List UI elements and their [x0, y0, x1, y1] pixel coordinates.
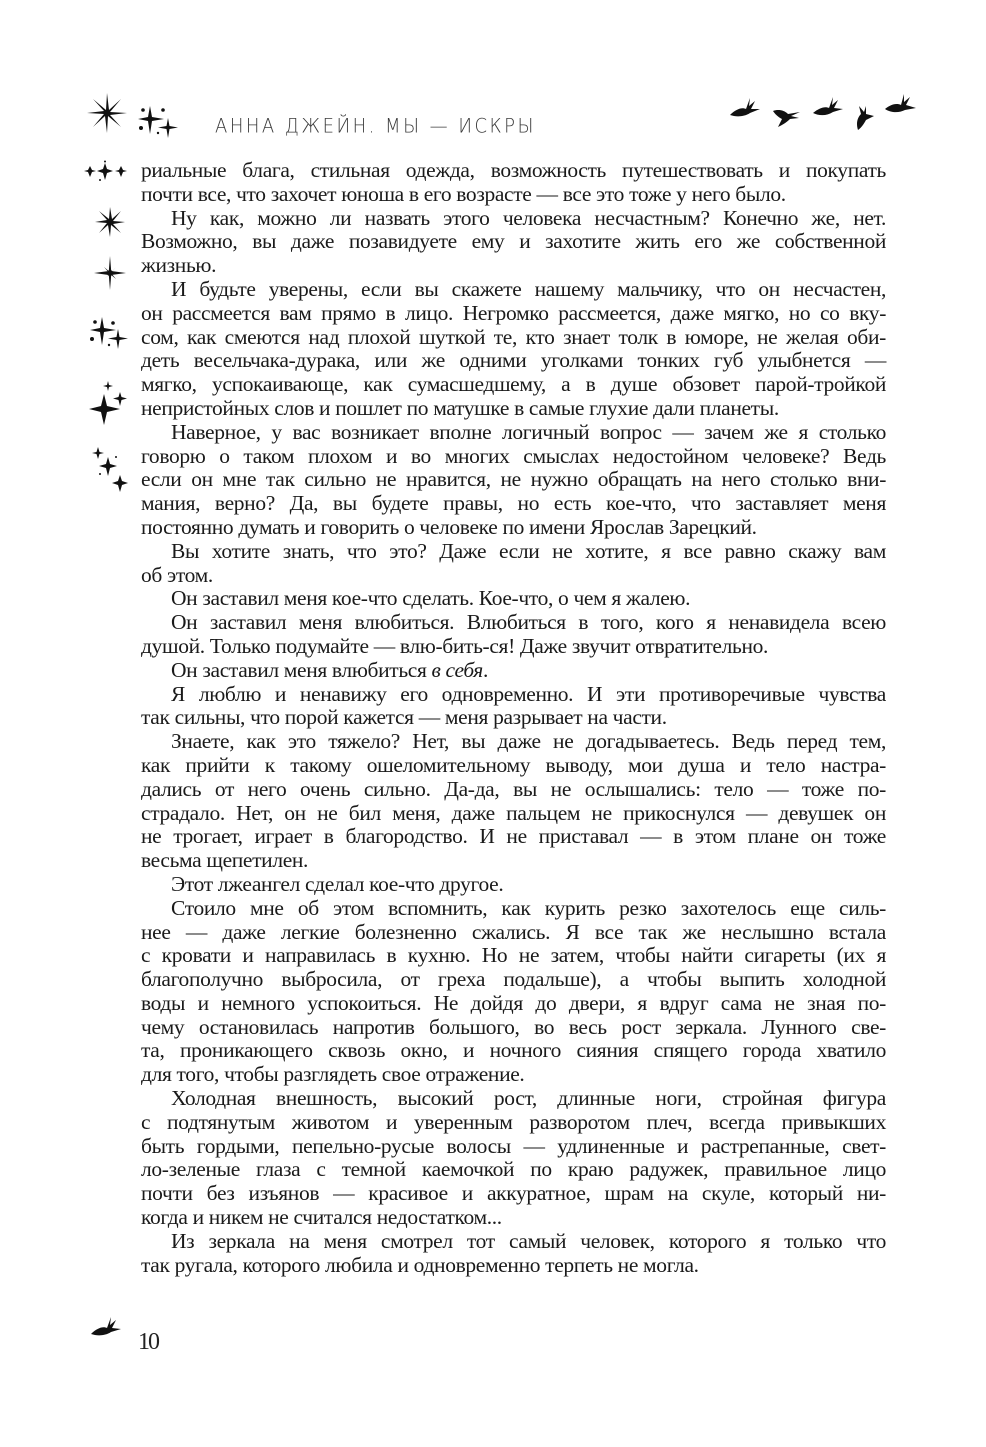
text-line: Я люблю и ненавижу его одновременно. И эти противоречивые чувства [171, 681, 886, 706]
sparkles-icon [86, 315, 132, 351]
text-line: Наверное, у вас возникает вполне логичный вопрос — зачем же я столько [171, 419, 886, 444]
swallow-icon [883, 93, 917, 119]
swallow-icon [772, 107, 802, 129]
emphasis: в себя [431, 657, 483, 682]
text-line: Знаете, как это тяжело? Нет, вы даже не догадываетесь. Ведь перед тем, [171, 729, 886, 754]
text-line: об этом. [141, 562, 213, 587]
text-line: если он мне так сильно не нравится, не нужно обращать на него столько вни- [141, 467, 886, 492]
text-line: И будьте уверены, если вы скажете нашему мальчику, что он несчастен, [171, 276, 886, 301]
text-line: ло-зеленые глаза с темной каемочкой по краю радужек, правильное лицо [141, 1157, 886, 1182]
text-line: Этот лжеангел сделал кое-что другое. [171, 871, 504, 896]
body-text [141, 159, 886, 1277]
text-line: та, проникающего сквозь окно, и ночного сияния спящего города хватило [141, 1038, 886, 1063]
text-line: Он заставил меня влюбиться. Влюбиться в того, кого я ненавидела всею [171, 610, 886, 635]
text-line: Вы хотите знать, что это? Даже если не хотите, я все равно скажу вам [171, 538, 886, 563]
text-line: говорю о таком плохом и во многих смыслах недостойном человеке? Ведь [141, 443, 886, 468]
page-number: 10 [138, 1329, 158, 1355]
text-line: Он заставил меня кое-что сделать. Кое-что, о чем я жалею. [171, 586, 691, 611]
text-line: так ругала, которого любила и одновременно терпеть не могла. [141, 1252, 699, 1277]
text-line: Ну как, можно ли назвать этого человека несчастным? Конечно же, нет. [171, 205, 886, 230]
swallow-icon [811, 95, 845, 121]
starburst-icon [94, 206, 126, 238]
text-line: Из зеркала на меня смотрел тот самый человек, которого я только что [171, 1228, 886, 1253]
swallow-icon [89, 1314, 123, 1340]
text-line: благополучно выбросила, от греха подальше), а чтобы выпить холодной [141, 967, 886, 992]
text-line: как прийти к такому ошеломительному выводу, мои душа и тело настра- [141, 752, 886, 777]
text-line: почти все, что захочет юноша в его возрасте — все это тоже у него было. [141, 181, 786, 206]
text-line: Возможно, вы даже позавидуете ему и захотите жить его же собственной [141, 229, 886, 254]
text-line: Холодная внешность, высокий рост, длинные ноги, стройная фигура [171, 1086, 886, 1111]
swallow-icon [852, 104, 876, 132]
text-line: жизнью. [141, 253, 217, 278]
sparkle-cluster-icon [90, 445, 130, 493]
text-line: воды и немного успокоиться. Не дойдя до двери, я вдруг сама не зная по- [141, 990, 886, 1015]
text-line: чему остановилась напротив большого, во весь рост зеркала. Лунного све- [141, 1014, 886, 1039]
text-line: почти без изъянов — красивое и аккуратное, шрам на скуле, который ни- [141, 1181, 886, 1206]
text-line: постоянно думать и говорить о человеке по имени Ярослав Зарецкий. [141, 514, 757, 539]
thin-star-icon [92, 255, 128, 291]
text-line: с кровати и направилась в кухню. Но не затем, чтобы найти сигареты (их я [141, 943, 886, 968]
text-line: страдало. Нет, он не бил меня, даже пальцем не прикоснулся — девушек он [141, 800, 886, 825]
text-line: мания, верно? Да, вы будете правы, но есть кое-что, что заставляет меня [141, 491, 886, 516]
text-line: не трогает, играет в благородство. И не приставал — в этом плане он тоже [141, 824, 886, 849]
text-line: сом, как смеются над плохой шуткой те, кто знает толк в юморе, не желая оби- [141, 324, 886, 349]
sparkles-icon [136, 104, 182, 140]
text-line: дались от него очень сильно. Да-да, вы не ослышались: тело — тоже по- [141, 776, 886, 801]
text-line: быть гордыми, пепельно-русые волосы — удлиненные и растрепанные, свет- [141, 1133, 886, 1158]
text-line: риальные блага, стильная одежда, возможность путешествовать и покупать [141, 158, 886, 182]
text-line: он рассмеется вам прямо в лицо. Негромко рассмеется, даже мягко, но со вку- [141, 300, 886, 325]
text-line: Стоило мне об этом вспомнить, как курить резко захотелось еще силь- [171, 895, 886, 920]
text-line: нее — даже легкие болезненно сжались. Я все так же неслышно встала [141, 919, 886, 944]
three-stars-icon [84, 160, 130, 184]
text-line: с подтянутым животом и уверенным разворотом плеч, всегда привыкших [141, 1109, 886, 1134]
text-line: душой. Только подумайте — влю-бить-ся! Даже звучит отвратительно. [141, 633, 769, 658]
text-line: так сильны, что порой кажется — меня разрывает на части. [141, 705, 667, 730]
text-line: когда и никем не считался недостатком... [141, 1205, 502, 1230]
text-line: непристойных слов и пошлет по матушке в самые глухие дали планеты. [141, 395, 779, 420]
running-title: АННА ДЖЕЙН. МЫ — ИСКРЫ [215, 114, 536, 139]
text-line: Он заставил меня влюбиться в себя. [171, 657, 488, 682]
swallow-icon [728, 95, 762, 121]
text-line: весьма щепетилен. [141, 848, 309, 873]
text-line: мягко, успокаивающе, как сумасшедшему, а в душе обзовет парой-тройкой [141, 372, 886, 397]
text-line: деть весельчака-дурака, или же одними уголками тонких губ улыбнется — [141, 348, 886, 373]
four-point-stars-icon [88, 380, 132, 426]
text-line: для того, чтобы разглядеть свое отражение. [141, 1062, 525, 1087]
starburst-icon [86, 92, 128, 134]
